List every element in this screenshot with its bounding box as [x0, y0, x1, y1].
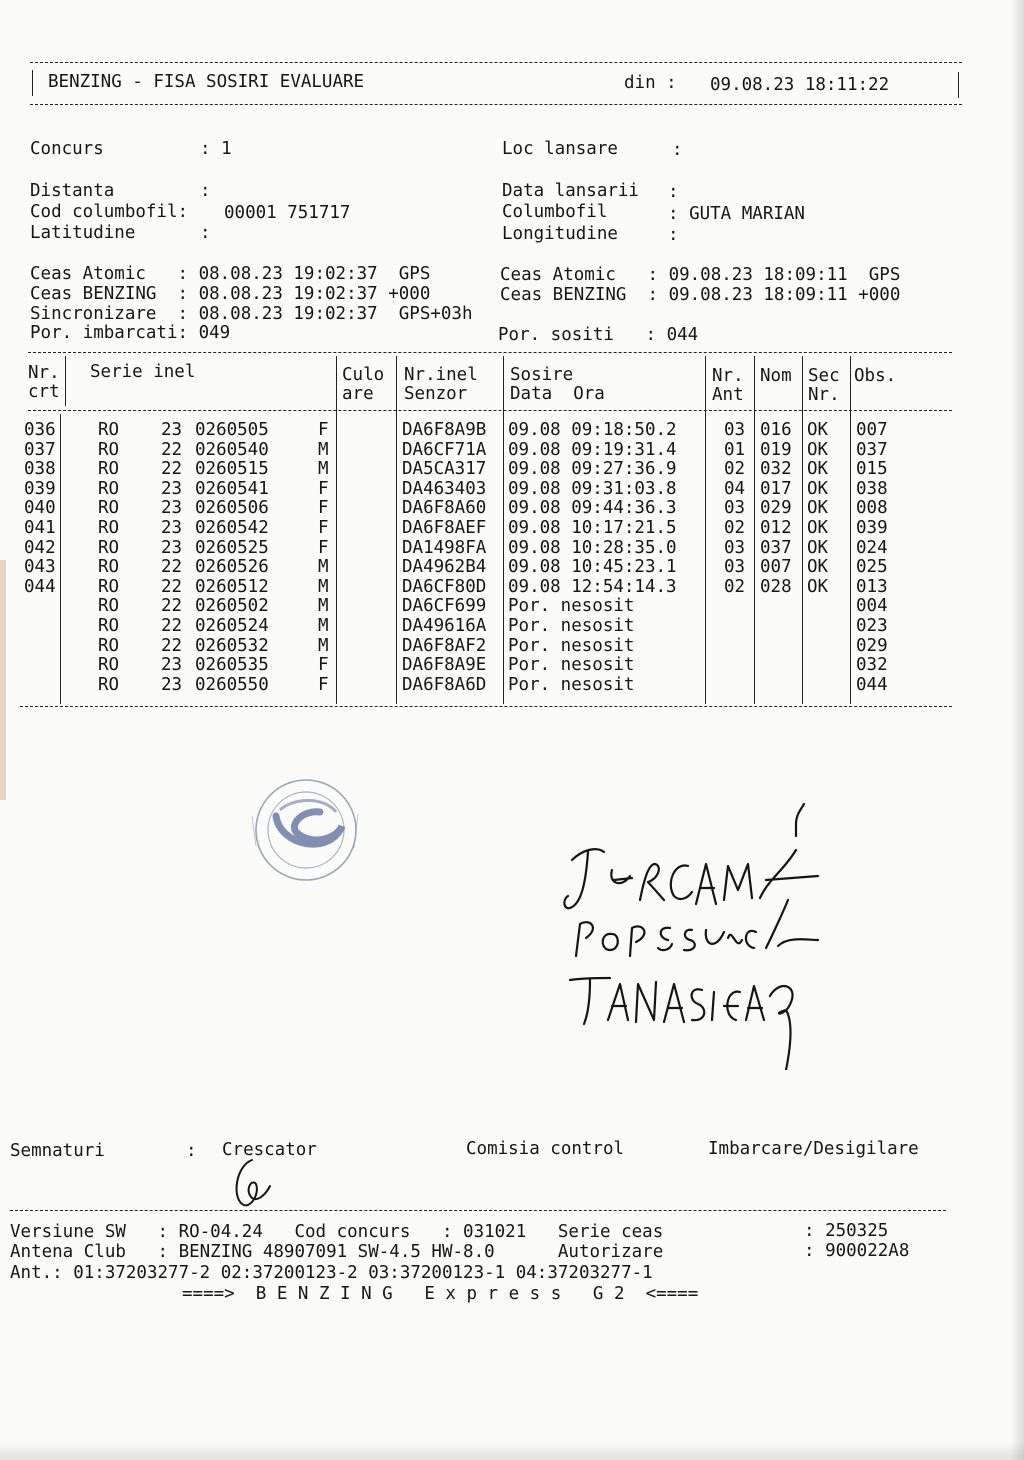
cod-columbofil-label: Cod columbofil: — [30, 202, 189, 222]
scan-edge-shadow — [1010, 0, 1024, 1460]
cell-nr: 039 — [24, 478, 56, 499]
autorizare-value: : 900022A8 — [804, 1241, 910, 1261]
semnaturi-label: Semnaturi — [10, 1141, 105, 1161]
cell-nom: 019 — [760, 439, 792, 460]
cell-sosire: 09.08 10:17:21.5 — [508, 518, 677, 538]
imbarcare-desigilare-label: Imbarcare/Desigilare — [708, 1139, 919, 1159]
table-bottom-border — [20, 706, 952, 707]
th-crt: crt — [28, 382, 60, 402]
cell-tara: RO — [98, 459, 120, 480]
cell-tara: RO — [98, 420, 120, 440]
cell-nr: 042 — [24, 537, 56, 558]
cell-obs: 039 — [856, 518, 888, 538]
cell-nom: 032 — [760, 459, 792, 480]
header-left-border — [32, 70, 33, 96]
cell-sosire: 09.08 09:27:36.9 — [508, 459, 677, 480]
cell-nom: 016 — [760, 420, 792, 440]
date-value: 09.08.23 18:11:22 — [710, 75, 890, 95]
scan-left-mark — [0, 560, 6, 800]
cell-inel: 0260515 — [195, 459, 269, 480]
cell-tara: RO — [98, 478, 120, 499]
cell-inel: 0260540 — [195, 439, 269, 460]
cell-nom: 029 — [760, 498, 792, 519]
cell-sec: OK — [807, 557, 829, 578]
columbofil-label: Columbofil — [502, 202, 608, 222]
cell-ant: 03 — [724, 420, 746, 440]
cell-nom: 028 — [760, 576, 792, 597]
cell-obs: 008 — [856, 498, 888, 519]
latitudine-label: Latitudine — [30, 223, 136, 243]
cell-sec: OK — [807, 518, 829, 538]
th-data-ora: Data Ora — [510, 384, 605, 404]
crescator-label: Crescator — [222, 1140, 317, 1160]
cell-inel: 0260541 — [195, 478, 269, 499]
latitudine-value: : — [200, 223, 211, 243]
footer-separator — [10, 1210, 946, 1211]
cell-obs: 004 — [856, 596, 888, 617]
cell-an: 23 — [161, 655, 183, 676]
cell-sec: OK — [807, 478, 829, 499]
cell-inel: 0260525 — [195, 537, 269, 558]
cell-obs: 007 — [856, 420, 888, 440]
cell-sosire: Por. nesosit — [508, 596, 635, 617]
serie-ceas-value: : 250325 — [804, 1221, 889, 1241]
cell-ant: 03 — [724, 537, 746, 558]
cell-an: 23 — [161, 498, 183, 519]
cell-sex: F — [318, 655, 329, 676]
distanta-label: Distanta — [30, 181, 115, 201]
cell-senzor: DA6F8AEF — [402, 518, 487, 538]
cell-tara: RO — [98, 518, 120, 538]
cell-inel: 0260524 — [195, 616, 269, 636]
cell-an: 22 — [161, 616, 183, 636]
col-sep-nr-header — [65, 356, 66, 406]
header-top-border — [30, 62, 962, 63]
col-sep-culoare — [396, 356, 397, 704]
cell-an: 23 — [161, 478, 183, 499]
cell-sex: M — [318, 596, 329, 617]
cell-ant: 01 — [724, 439, 746, 460]
cell-obs: 029 — [856, 635, 888, 656]
th-nr: Nr. — [28, 363, 60, 383]
cell-sosire: Por. nesosit — [508, 635, 635, 656]
cell-an: 22 — [161, 576, 183, 597]
table-top-border — [28, 352, 952, 353]
cell-tara: RO — [98, 616, 120, 636]
cell-senzor: DA5CA317 — [402, 459, 487, 480]
comisia-control-label: Comisia control — [466, 1139, 625, 1159]
cell-obs: 025 — [856, 557, 888, 578]
th-senzor: Senzor — [404, 384, 468, 404]
handwritten-signatures — [556, 800, 836, 1070]
semnaturi-colon: : — [186, 1141, 197, 1161]
th-nr-inel: Nr.inel — [404, 365, 478, 385]
cell-ant: 02 — [724, 518, 746, 538]
club-stamp — [232, 776, 380, 884]
loc-lansare-label: Loc lansare — [502, 139, 618, 159]
benzing-express-banner: ====> B E N Z I N G E x p r e s s G 2 <==== — [182, 1284, 699, 1304]
cell-obs: 023 — [856, 616, 888, 636]
cell-nr: 036 — [24, 420, 56, 440]
porumbei-imbarcati: Por. imbarcati: 049 — [30, 323, 231, 343]
cell-an: 23 — [161, 537, 183, 558]
cell-sex: M — [318, 557, 329, 578]
col-sep-ant — [754, 356, 755, 704]
cell-inel: 0260502 — [195, 596, 269, 617]
cell-sex: M — [318, 459, 329, 480]
cell-sec: OK — [807, 459, 829, 480]
cell-sec: OK — [807, 420, 829, 440]
longitudine-value: : — [668, 225, 679, 245]
cell-ant: 02 — [724, 459, 746, 480]
cell-obs: 044 — [856, 674, 888, 695]
cell-senzor: DA6F8A9E — [402, 655, 487, 676]
cell-sex: M — [318, 576, 329, 597]
cell-nr: 038 — [24, 459, 56, 480]
cell-obs: 037 — [856, 439, 888, 460]
cell-ant: 03 — [724, 498, 746, 519]
cell-obs: 015 — [856, 459, 888, 480]
cell-senzor: DA1498FA — [402, 537, 487, 558]
antena-club-line: Antena Club : BENZING 48907091 SW-4.5 HW-8.0 Autorizare — [10, 1242, 664, 1262]
cell-obs: 038 — [856, 478, 888, 499]
cell-tara: RO — [98, 498, 120, 519]
ceas-benzing-start: Ceas BENZING : 08.08.23 19:02:37 +000 — [30, 284, 431, 304]
cell-sex: F — [318, 498, 329, 519]
cell-sosire: Por. nesosit — [508, 616, 635, 636]
cell-an: 23 — [161, 518, 183, 538]
col-sep-nom — [802, 356, 803, 704]
cell-sex: M — [318, 635, 329, 656]
cell-sex: F — [318, 537, 329, 558]
cell-sec: OK — [807, 439, 829, 460]
cell-nom: 037 — [760, 537, 792, 558]
cell-sosire: 09.08 10:45:23.1 — [508, 557, 677, 578]
cell-senzor: DA6CF71A — [402, 439, 487, 460]
longitudine-label: Longitudine — [502, 224, 618, 244]
cell-sosire: 09.08 10:28:35.0 — [508, 537, 677, 558]
data-lansarii-value: : — [668, 182, 679, 202]
cell-nom: 012 — [760, 518, 792, 538]
th-obs: Obs. — [854, 366, 897, 386]
ceas-atomic-start: Ceas Atomic : 08.08.23 19:02:37 GPS — [30, 264, 431, 284]
columbofil-value: : GUTA MARIAN — [668, 204, 805, 224]
concurs-value: : 1 — [200, 139, 232, 159]
col-sep-sec — [850, 356, 851, 704]
cell-sosire: 09.08 09:44:36.3 — [508, 498, 677, 519]
distanta-value: : — [200, 181, 211, 201]
cell-nom: 017 — [760, 478, 792, 499]
cell-tara: RO — [98, 635, 120, 656]
th-nom: Nom — [760, 366, 792, 386]
th-culo: Culo — [342, 365, 385, 385]
col-sep-serie — [336, 356, 337, 704]
cell-senzor: DA463403 — [402, 478, 487, 499]
th-sosire: Sosire — [510, 365, 574, 385]
cell-obs: 032 — [856, 655, 888, 676]
cell-inel: 0260532 — [195, 635, 269, 656]
cell-sex: M — [318, 439, 329, 460]
cell-tara: RO — [98, 557, 120, 578]
loc-lansare-value: : — [672, 140, 683, 160]
cell-sosire: Por. nesosit — [508, 674, 635, 695]
cell-ant: 04 — [724, 478, 746, 499]
header-right-border — [958, 72, 959, 98]
cell-tara: RO — [98, 655, 120, 676]
cell-sosire: 09.08 09:19:31.4 — [508, 439, 677, 460]
cell-sec: OK — [807, 576, 829, 597]
concurs-label: Concurs — [30, 139, 104, 159]
cell-sex: M — [318, 616, 329, 636]
cell-sosire: 09.08 12:54:14.3 — [508, 576, 677, 597]
th-serie-inel: Serie inel — [90, 362, 196, 382]
antene-line: Ant.: 01:37203277-2 02:37200123-2 03:37200123-1 04:37203277-1 — [10, 1263, 653, 1283]
cell-obs: 024 — [856, 537, 888, 558]
th-are: are — [342, 384, 374, 404]
porumbei-sositi: Por. sositi : 044 — [498, 325, 699, 345]
cell-an: 23 — [161, 674, 183, 695]
cod-columbofil-value: 00001 751717 — [224, 203, 351, 223]
sincronizare: Sincronizare : 08.08.23 19:02:37 GPS+03h — [30, 304, 473, 324]
cell-an: 22 — [161, 439, 183, 460]
cell-sosire: 09.08 09:31:03.8 — [508, 478, 677, 499]
cell-an: 22 — [161, 459, 183, 480]
cell-inel: 0260526 — [195, 557, 269, 578]
th-nr-ant: Nr. — [712, 366, 744, 386]
th-sec-nr: Nr. — [808, 385, 840, 405]
ceas-atomic-end: Ceas Atomic : 09.08.23 18:09:11 GPS — [500, 265, 901, 285]
th-ant: Ant — [712, 385, 744, 405]
cell-an: 22 — [161, 635, 183, 656]
cell-senzor: DA6F8A6D — [402, 674, 487, 695]
cell-ant: 02 — [724, 576, 746, 597]
cell-tara: RO — [98, 674, 120, 695]
cell-nr: 041 — [24, 518, 56, 538]
cell-sex: F — [318, 420, 329, 440]
date-label: din : — [624, 73, 677, 93]
cell-senzor: DA6F8A60 — [402, 498, 487, 519]
header-bottom-border — [30, 104, 962, 105]
table-header-separator — [28, 410, 952, 411]
cell-senzor: DA49616A — [402, 616, 487, 636]
cell-nom: 007 — [760, 557, 792, 578]
col-sep-senzor — [503, 356, 504, 704]
cell-sex: F — [318, 478, 329, 499]
th-sec: Sec — [808, 366, 840, 386]
cell-an: 23 — [161, 420, 183, 440]
document-title: BENZING - FISA SOSIRI EVALUARE — [48, 72, 365, 92]
cell-tara: RO — [98, 439, 120, 460]
cell-inel: 0260505 — [195, 420, 269, 440]
cell-an: 22 — [161, 596, 183, 617]
cell-tara: RO — [98, 537, 120, 558]
col-sep-nr — [60, 414, 61, 704]
cell-sosire: 09.08 09:18:50.2 — [508, 420, 677, 440]
cell-sex: F — [318, 674, 329, 695]
cell-sosire: Por. nesosit — [508, 655, 635, 676]
cell-inel: 0260512 — [195, 576, 269, 597]
cell-inel: 0260535 — [195, 655, 269, 676]
cell-senzor: DA4962B4 — [402, 557, 487, 578]
cell-sex: F — [318, 518, 329, 538]
cell-nr: 040 — [24, 498, 56, 519]
cell-senzor: DA6F8A9B — [402, 420, 487, 440]
cell-senzor: DA6CF699 — [402, 596, 487, 617]
cell-inel: 0260550 — [195, 674, 269, 695]
ceas-benzing-end: Ceas BENZING : 09.08.23 18:09:11 +000 — [500, 285, 901, 305]
cell-an: 22 — [161, 557, 183, 578]
data-lansarii-label: Data lansarii — [502, 181, 639, 201]
cell-nr: 044 — [24, 576, 56, 597]
cell-inel: 0260542 — [195, 518, 269, 538]
cell-obs: 013 — [856, 576, 888, 597]
col-sep-sosire — [705, 356, 706, 704]
versiune-sw-line: Versiune SW : RO-04.24 Cod concurs : 031021 Serie ceas — [10, 1222, 664, 1242]
cell-tara: RO — [98, 576, 120, 597]
cell-nr: 037 — [24, 439, 56, 460]
cell-ant: 03 — [724, 557, 746, 578]
cell-inel: 0260506 — [195, 498, 269, 519]
cell-tara: RO — [98, 596, 120, 617]
cell-senzor: DA6F8AF2 — [402, 635, 487, 656]
cell-nr: 043 — [24, 557, 56, 578]
scan-bottom-shadow — [0, 1442, 1024, 1460]
cell-sec: OK — [807, 498, 829, 519]
crescator-signature — [222, 1156, 282, 1212]
cell-senzor: DA6CF80D — [402, 576, 487, 597]
cell-sec: OK — [807, 537, 829, 558]
